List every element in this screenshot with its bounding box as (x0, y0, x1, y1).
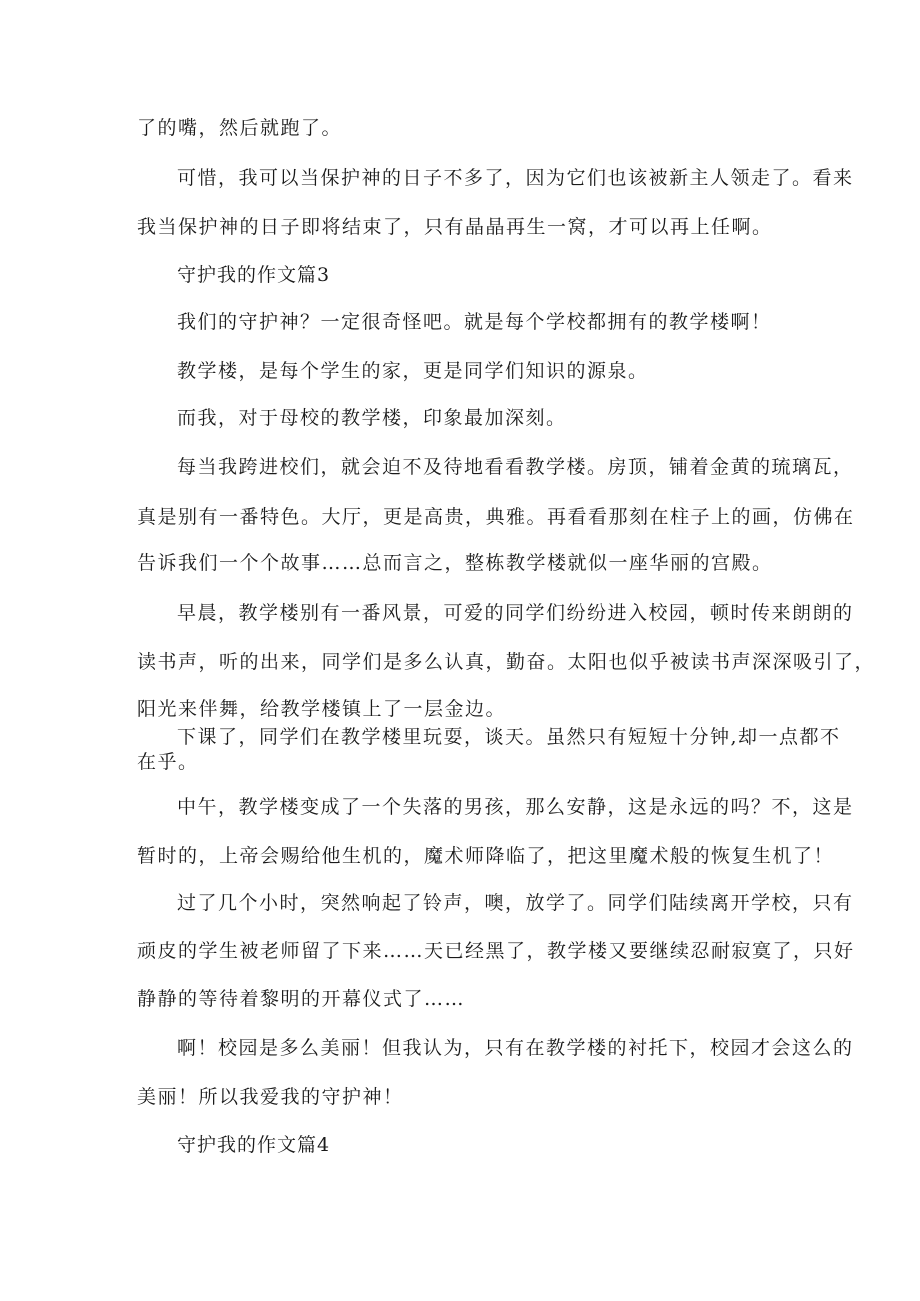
text-line: 教学楼，是每个学生的家，更是同学们知识的源泉。 (177, 360, 649, 382)
text-line: 下课了，同学们在教学楼里玩耍，谈天。虽然只有短短十分钟,却一点都不 (177, 726, 841, 748)
text-line: 读书声，听的出来，同学们是多么认真，勤奋。太阳也似乎被读书声深深吸引了， (137, 651, 876, 673)
text-line: 告诉我们一个个故事……总而言之，整栋教学楼就似一座华丽的宫殿。 (137, 552, 773, 574)
text-line: 而我，对于母校的教学楼，印象最加深刻。 (177, 407, 567, 429)
text-line: 了的嘴，然后就跑了。 (137, 117, 343, 139)
text-line: 静静的等待着黎明的开幕仪式了…… (137, 988, 466, 1010)
text-line: 阳光来伴舞，给教学楼镇上了一层金边。 (137, 698, 507, 720)
text-line: 每当我跨进校们，就会迫不及待地看看教学楼。房顶，铺着金黄的琉璃瓦， (177, 456, 854, 478)
text-line: 啊！校园是多么美丽！但我认为，只有在教学楼的衬托下，校园才会这么的 (177, 1037, 854, 1059)
text-line: 美丽！所以我爱我的守护神！ (137, 1086, 404, 1108)
text-line: 早晨，教学楼别有一番风景，可爱的同学们纷纷进入校园，顿时传来朗朗的 (177, 602, 854, 624)
section-heading: 守护我的作文篇4 (177, 1134, 331, 1156)
text-line: 中午，教学楼变成了一个失落的男孩，那么安静，这是永远的吗？不，这是 (177, 796, 854, 818)
text-line: 在乎。 (137, 751, 199, 773)
text-line: 我们的守护神？一定很奇怪吧。就是每个学校都拥有的教学楼啊！ (177, 311, 772, 333)
text-line: 可惜，我可以当保护神的日子不多了，因为它们也该被新主人领走了。看来 (177, 167, 854, 189)
text-line: 真是别有一番特色。大厅，更是高贵，典雅。再看看那刻在柱子上的画，仿佛在 (137, 506, 855, 528)
section-heading: 守护我的作文篇3 (177, 264, 331, 286)
text-line: 我当保护神的日子即将结束了，只有晶晶再生一窝，才可以再上任啊。 (137, 216, 773, 238)
text-line: 顽皮的学生被老师留了下来……天已经黑了，教学楼又要继续忍耐寂寞了，只好 (137, 940, 855, 962)
text-line: 过了几个小时，突然响起了铃声，噢，放学了。同学们陆续离开学校，只有 (177, 892, 854, 914)
text-line: 暂时的，上帝会赐给他生机的，魔术师降临了，把这里魔术般的恢复生机了！ (137, 845, 835, 867)
